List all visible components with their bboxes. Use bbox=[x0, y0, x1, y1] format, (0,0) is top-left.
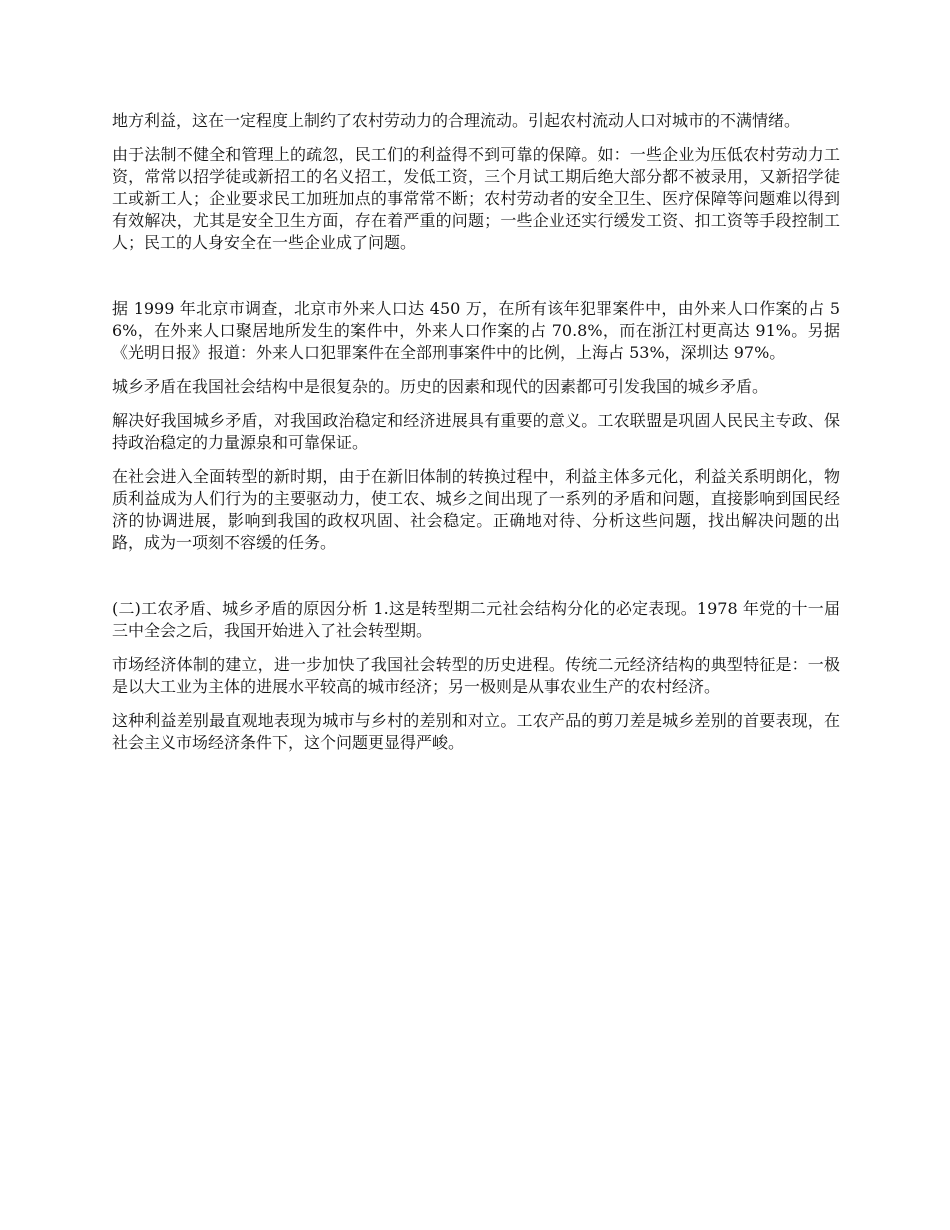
paragraph: 这种利益差别最直观地表现为城市与乡村的差别和对立。工农产品的剪刀差是城乡差别的首要表现，在社会主义市场经济条件下，这个问题更显得严峻。 bbox=[112, 711, 840, 752]
paragraph: (二)工农矛盾、城乡矛盾的原因分析 1.这是转型期二元社会结构分化的必定表现。1978 年党的十一届三中全会之后，我国开始进入了社会转型期。 bbox=[112, 599, 840, 640]
paragraph: 地方利益，这在一定程度上制约了农村劳动力的合理流动。引起农村流动人口对城市的不满情绪。 bbox=[112, 111, 801, 130]
paragraph-gap bbox=[112, 566, 840, 598]
paragraph: 城乡矛盾在我国社会结构中是很复杂的。历史的因素和现代的因素都可引发我国的城乡矛盾。 bbox=[112, 377, 769, 396]
paragraph: 在社会进入全面转型的新时期，由于在新旧体制的转换过程中，利益主体多元化，利益关系明朗化，物质利益成为人们行为的主要驱动力，使工农、城乡之间出现了一系列的矛盾和问题，直接影响到国民经济的协调进展，影响到我国的政权巩固、社会稳定。正确地对待、分析这些问题，找出解决问题的出路，成为一项刻不容缓的任务。 bbox=[112, 467, 840, 552]
paragraph: 据 1999 年北京市调查，北京市外来人口达 450 万，在所有该年犯罪案件中，由外来人口作案的占 56%，在外来人口聚居地所发生的案件中，外来人口作案的占 70.8%，而在浙江村更高达 91%。另据《光明日报》报道：外来人口犯罪案件在全部刑事案件中的比例，上海占 53%，深圳达 97%。 bbox=[112, 299, 840, 362]
paragraph: 由于法制不健全和管理上的疏忽，民工们的利益得不到可靠的保障。如：一些企业为压低农村劳动力工资，常常以招学徒或新招工的名义招工，发低工资，三个月试工期后绝大部分都不被录用，又新招学徒工或新工人；企业要求民工加班加点的事常常不断；农村劳动者的安全卫生、医疗保障等问题难以得到有效解决，尤其是安全卫生方面，存在着严重的问题；一些企业还实行缓发工资、扣工资等手段控制工人；民工的人身安全在一些企业成了问题。 bbox=[112, 145, 840, 252]
paragraph-gap bbox=[112, 266, 840, 298]
paragraph: 解决好我国城乡矛盾，对我国政治稳定和经济进展具有重要的意义。工农联盟是巩固人民民主专政、保持政治稳定的力量源泉和可靠保证。 bbox=[112, 411, 840, 452]
document-body bbox=[112, 110, 840, 766]
paragraph: 市场经济体制的建立，进一步加快了我国社会转型的历史进程。传统二元经济结构的典型特征是：一极是以大工业为主体的进展水平较高的城市经济；另一极则是从事农业生产的农村经济。 bbox=[112, 655, 840, 696]
